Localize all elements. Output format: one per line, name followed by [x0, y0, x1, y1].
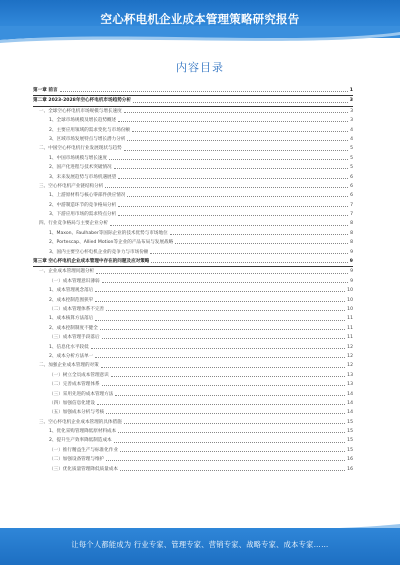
toc-leader-dots — [114, 168, 348, 169]
toc-leader-dots — [115, 395, 345, 396]
toc-page-number: 12 — [347, 353, 353, 359]
toc-leader-dots — [118, 178, 348, 179]
toc-entry[interactable] — [33, 201, 353, 210]
toc-page-number: 16 — [347, 457, 353, 463]
toc-entry-text: 1、成本管理观念落后 — [49, 288, 94, 294]
toc-leader-dots — [175, 243, 348, 244]
toc-page-number: 11 — [347, 335, 353, 341]
toc-entry-text: （五）加强成本分析与考核 — [49, 410, 105, 416]
toc-leader-dots — [97, 404, 345, 405]
toc-page-number: 5 — [350, 165, 353, 171]
toc-entry[interactable] — [33, 446, 353, 455]
toc-leader-dots — [170, 234, 348, 235]
toc-page-number: 10 — [347, 297, 353, 303]
toc-entry-text: 一、企业成本管理问题分析 — [39, 269, 95, 275]
toc-entry[interactable] — [33, 286, 353, 295]
toc-leader-dots — [105, 187, 348, 188]
toc-entry[interactable] — [33, 333, 353, 342]
toc-page-number: 11 — [347, 316, 353, 322]
toc-entry[interactable] — [33, 116, 353, 125]
toc-page-number: 4 — [350, 136, 353, 142]
toc-entry-text: 1、上游原材料与核心零部件供应情况 — [49, 193, 126, 199]
toc-leader-dots — [110, 225, 348, 226]
toc-entry[interactable] — [33, 314, 353, 323]
toc-page-number: 15 — [347, 447, 353, 453]
toc-entry-text: 第三章 空心杯电机企业成本管理中存在的问题及应对策略 — [33, 259, 150, 265]
toc-leader-dots — [91, 348, 345, 349]
toc-leader-dots — [118, 215, 348, 216]
toc-entry-text: 第二章 2023-2028年空心杯电机市场趋势分析 — [33, 98, 131, 104]
toc-leader-dots — [106, 310, 345, 311]
toc-entry[interactable] — [33, 343, 353, 352]
toc-entry[interactable] — [33, 126, 353, 135]
toc-leader-dots — [111, 376, 345, 377]
toc-leader-dots — [124, 150, 348, 151]
toc-entry-text: 第一章 前言 — [33, 88, 58, 93]
toc-entry[interactable] — [33, 248, 353, 257]
toc-entry-text: 2、成本控制范围狭窄 — [49, 297, 94, 303]
toc-page-number: 3 — [350, 118, 353, 124]
toc-leader-dots — [106, 460, 345, 461]
toc-entry[interactable] — [33, 238, 353, 247]
toc-page-number: 11 — [347, 325, 353, 331]
toc-page-number: 8 — [350, 240, 353, 246]
toc-page-number: 9 — [350, 269, 353, 275]
toc-page-number: 6 — [350, 183, 353, 189]
toc-entry-text: （三）优化质量管理降低质量成本 — [49, 466, 118, 472]
report-title: 空心杯电机企业成本管理策略研究报告 — [100, 12, 300, 26]
toc-entry-text: 1、信息化水平较低 — [49, 344, 89, 350]
toc-leader-dots — [95, 320, 345, 321]
toc-leader-dots — [133, 102, 348, 103]
toc-entry[interactable] — [33, 163, 353, 172]
toc-entry[interactable] — [33, 191, 353, 200]
toc-leader-dots — [124, 423, 345, 424]
toc-entry[interactable] — [33, 418, 353, 427]
toc-page-number: 8 — [350, 221, 353, 227]
toc-page-number: 9 — [349, 259, 353, 265]
toc-page-number: 9 — [350, 278, 353, 284]
toc-entry-text: （三）采用先进的成本管理方法 — [49, 391, 114, 397]
toc-entry-text: 2、中游制造环节的竞争格局分析 — [49, 202, 117, 208]
toc-page-number: 3 — [350, 108, 353, 114]
toc-entry-text: 3、国内主要空心杯电机企业的竞争力与市场份额 — [49, 249, 149, 255]
toc-entry-text: （二）成本管理体系不完善 — [49, 306, 105, 312]
toc-entry-text: 2、成本控制制度不健全 — [49, 325, 98, 331]
toc-entry[interactable] — [33, 465, 353, 474]
toc-page-number: 4 — [350, 127, 353, 133]
toc-entry[interactable] — [33, 173, 353, 182]
toc-entry[interactable] — [33, 305, 353, 314]
toc-entry-text: 三、空心杯电机产业链结构分析 — [39, 183, 104, 189]
toc-page-number: 5 — [350, 146, 353, 152]
toc-page-number: 13 — [347, 382, 353, 388]
toc-leader-dots — [120, 451, 345, 452]
toc-entry[interactable] — [33, 361, 353, 370]
toc-entry-text: 三、空心杯电机企业成本管理的具体措施 — [39, 419, 122, 425]
toc-page-number: 10 — [347, 306, 353, 312]
toc-entry[interactable] — [33, 210, 353, 219]
toc-leader-dots — [95, 301, 345, 302]
toc-entry-text: 2、成本分析方法单一 — [49, 353, 94, 359]
toc-heading: 内容目录 — [176, 61, 224, 74]
toc-page-number: 8 — [350, 230, 353, 236]
toc-entry-text: 3、下游应用市场的需求特点分析 — [49, 212, 117, 218]
toc-leader-dots — [100, 329, 345, 330]
toc-entry[interactable] — [33, 135, 353, 144]
toc-page-number: 7 — [350, 212, 353, 218]
toc-entry-text: 3、区域市场发展特点与增长潜力分析 — [49, 136, 126, 142]
toc-entry-text: 二、中国空心杯电机行业发展现状与趋势 — [39, 146, 122, 152]
toc-entry[interactable] — [33, 352, 353, 361]
toc-entry-text: （二）加强设备管理与维护 — [49, 457, 105, 463]
toc-entry-text: 四、行业竞争格局与主要企业分析 — [39, 221, 108, 227]
toc-entry[interactable] — [33, 267, 353, 276]
toc-page-number: 6 — [350, 174, 353, 180]
toc-leader-dots — [109, 159, 348, 160]
toc-entry[interactable] — [33, 408, 353, 417]
toc-entry-text: （四）加强信息化建设 — [49, 400, 95, 406]
toc-entry-text: 2、提升生产效率降低制造成本 — [49, 438, 112, 444]
toc-page-number: 13 — [347, 372, 353, 378]
toc-entry[interactable] — [33, 296, 353, 305]
table-of-contents — [33, 86, 353, 474]
toc-entry[interactable] — [33, 107, 353, 116]
header-wave-decoration — [0, 26, 400, 48]
toc-entry-text: （三）成本管理手段落后 — [49, 335, 100, 341]
toc-entry-text: （一）树立全员成本管理意识 — [49, 372, 109, 378]
toc-page-number: 12 — [347, 344, 353, 350]
toc-entry-text: （二）完善成本管理体系 — [49, 382, 100, 388]
toc-entry-text: 3、未来发展趋势与市场机遇展望 — [49, 174, 117, 180]
toc-entry-text: 1、成本核算方法落后 — [49, 316, 94, 322]
toc-leader-dots — [151, 262, 347, 263]
toc-leader-dots — [118, 206, 348, 207]
toc-entry-text: 1、优化采购管理降低原材料成本 — [49, 429, 117, 435]
toc-entry[interactable] — [33, 436, 353, 445]
toc-entry[interactable] — [33, 277, 353, 286]
toc-entry[interactable] — [33, 399, 353, 408]
toc-page-number: 7 — [350, 202, 353, 208]
toc-leader-dots — [150, 253, 348, 254]
toc-entry-text: 1、Maxon、Faulhaber等国际企业的技术优势与市场地位 — [49, 230, 168, 236]
toc-entry[interactable] — [33, 371, 353, 380]
toc-entry[interactable] — [33, 154, 353, 163]
toc-leader-dots — [102, 338, 346, 339]
toc-leader-dots — [102, 385, 346, 386]
toc-leader-dots — [132, 131, 348, 132]
toc-leader-dots — [124, 112, 348, 113]
toc-entry-text: （一）成本管理意识薄弱 — [49, 278, 100, 284]
toc-entry[interactable] — [33, 455, 353, 464]
toc-entry[interactable] — [33, 182, 353, 191]
toc-leader-dots — [101, 367, 345, 368]
toc-entry-text: 二、加强企业成本管理的对策 — [39, 363, 99, 369]
toc-page-number: 10 — [347, 288, 353, 294]
toc-page-number: 15 — [347, 429, 353, 435]
toc-leader-dots — [96, 273, 348, 274]
toc-entry[interactable] — [33, 380, 353, 389]
toc-page-number: 12 — [347, 363, 353, 369]
toc-entry[interactable] — [33, 427, 353, 436]
toc-entry-text: 2、国产化进程与技术突破情况 — [49, 165, 112, 171]
toc-entry-text: （一）推行精益生产与标准化作业 — [49, 447, 118, 453]
toc-entry-text: 2、主要应用领域的需求变化与市场份额 — [49, 127, 131, 133]
toc-leader-dots — [102, 282, 349, 283]
toc-page-number: 1 — [349, 88, 353, 93]
toc-entry-text: 一、全球空心杯电机市场规模与增长速度 — [39, 108, 122, 114]
toc-page-number: 14 — [347, 400, 353, 406]
toc-entry[interactable] — [33, 219, 353, 228]
footer-slogan: 让每个人都能成为 行业专家、管理专家、营销专家、战略专家、成本专家…… — [71, 540, 329, 549]
toc-leader-dots — [95, 291, 345, 292]
toc-page-number: 14 — [347, 410, 353, 416]
toc-entry-text: 1、中国市场规模与增长速度 — [49, 155, 108, 161]
toc-leader-dots — [95, 357, 345, 358]
toc-leader-dots — [60, 91, 348, 92]
toc-page-number: 16 — [347, 466, 353, 472]
toc-entry-text: 1、全球市场规模及增长趋势概述 — [49, 118, 117, 124]
toc-page-number: 9 — [350, 249, 353, 255]
toc-page-number: 3 — [349, 98, 353, 104]
toc-entry[interactable] — [33, 390, 353, 399]
toc-leader-dots — [118, 432, 345, 433]
toc-chapter-entry[interactable] — [33, 257, 353, 267]
toc-leader-dots — [120, 470, 345, 471]
toc-entry[interactable] — [33, 229, 353, 238]
toc-leader-dots — [114, 442, 345, 443]
toc-leader-dots — [127, 196, 348, 197]
toc-page-number: 14 — [347, 391, 353, 397]
toc-page-number: 6 — [350, 193, 353, 199]
toc-page-number: 5 — [350, 155, 353, 161]
toc-page-number: 15 — [347, 438, 353, 444]
toc-chapter-entry[interactable] — [33, 86, 353, 96]
toc-entry-text: 2、Portescap、Allied Motion等企业的产品布局与发展战略 — [49, 240, 174, 246]
toc-page-number: 15 — [347, 419, 353, 425]
toc-leader-dots — [118, 121, 348, 122]
toc-entry[interactable] — [33, 144, 353, 153]
toc-entry[interactable] — [33, 324, 353, 333]
toc-leader-dots — [106, 413, 345, 414]
toc-leader-dots — [127, 140, 348, 141]
toc-chapter-entry[interactable] — [33, 96, 353, 106]
